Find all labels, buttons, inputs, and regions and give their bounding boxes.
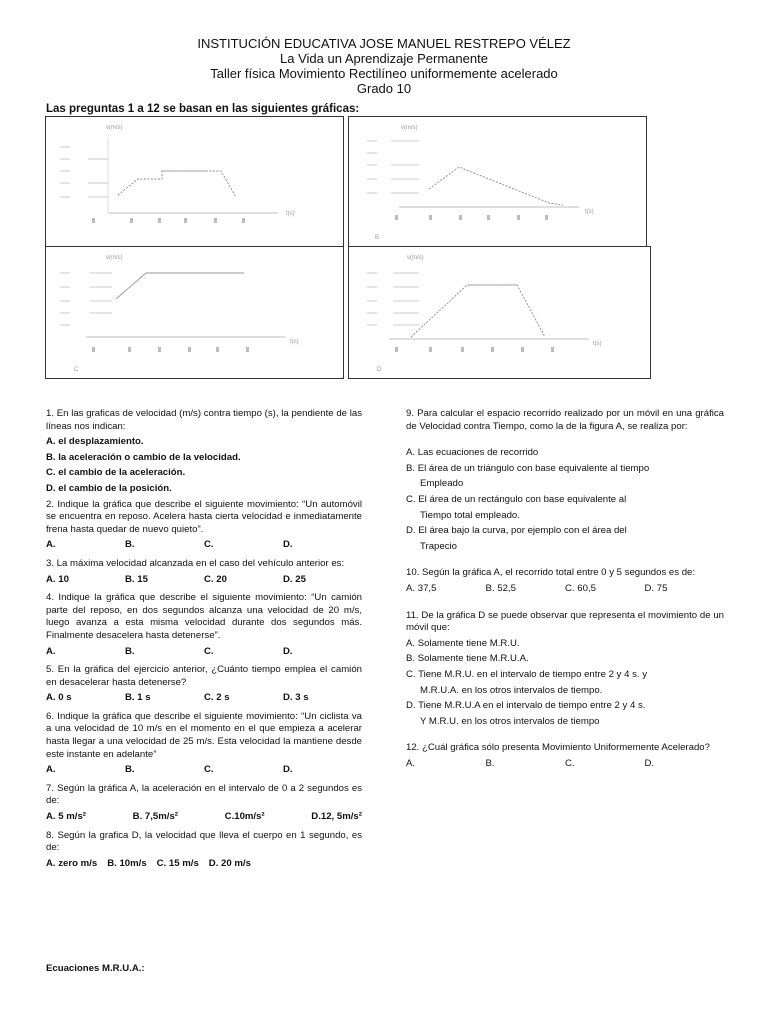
question-9: 9. Para calcular el espacio recorrido realizado por un móvil en una gráfica de Velocidad contra Tiempo, como la de la figura A, se realiza por:	[406, 408, 724, 432]
q5-option-d[interactable]: D. 3 s	[283, 692, 309, 704]
question-2: 2. Indique la gráfica que describe el siguiente movimiento: “Un automóvil se encuentra en reposo. Acelera hasta cierta velocidad e inmediatamente frena hasta quedar de nuevo quieto”.	[46, 498, 362, 535]
q1-option-c[interactable]: C. el cambio de la aceleración.	[46, 467, 186, 479]
q1-option-d[interactable]: D. el cambio de la posición.	[46, 482, 172, 494]
question-7: 7. Según la gráfica A, la aceleración en el intervalo de 0 a 2 segundos es de:	[46, 782, 362, 807]
q12-option-a[interactable]: A.	[406, 757, 416, 769]
q7-options	[46, 811, 362, 824]
question-4: 4. Indique la gráfica que describe el siguiente movimiento: “Un camión parte del reposo, en dos segundos alcanza una velocidad de 20 m/s, luego avanza a esta misma velocidad durante dos segundos más. Finalmente desacelera hasta detenerse”.	[46, 592, 362, 641]
q12-option-c[interactable]: C.	[565, 757, 575, 769]
grade-label: Grado 10	[356, 81, 412, 96]
q2-option-b[interactable]: B.	[125, 539, 135, 551]
svg-text:t(s): t(s)	[286, 211, 295, 217]
q3-option-b[interactable]: B. 15	[125, 573, 148, 585]
q4-option-a[interactable]: A.	[46, 645, 56, 657]
q2-options	[46, 539, 362, 552]
q11-option-d[interactable]: D. Tiene M.R.U.A en el intervalo de tiempo entre 2 y 4 s.	[406, 700, 646, 712]
q8-options	[46, 858, 362, 871]
worksheet-title: Taller física Movimiento Rectilíneo uniformemente acelerado	[210, 66, 558, 81]
q2-option-a[interactable]: A.	[46, 539, 56, 551]
q10-option-a[interactable]: A. 37,5	[406, 582, 437, 594]
q5-options	[46, 692, 362, 705]
q1-option-b[interactable]: B. la aceleración o cambio de la velocidad.	[46, 451, 241, 463]
graph-b	[348, 116, 647, 247]
svg-text:t(s): t(s)	[593, 341, 602, 347]
q11-option-c[interactable]: C. Tiene M.R.U. en el intervalo de tiempo entre 2 y 4 s. y	[406, 668, 648, 680]
q6-options	[46, 764, 362, 777]
svg-text:t(s): t(s)	[585, 209, 594, 215]
q4-option-c[interactable]: C.	[204, 645, 214, 657]
q5-option-b[interactable]: B. 1 s	[125, 692, 151, 704]
svg-text:v(m/s): v(m/s)	[407, 255, 424, 261]
q10-option-b[interactable]: B. 52,5	[485, 582, 516, 594]
q10-option-c[interactable]: C. 60,5	[565, 582, 596, 594]
q9-option-c[interactable]: C. El área de un rectángulo con base equivalente al	[406, 493, 627, 505]
q5-option-a[interactable]: A. 0 s	[46, 692, 72, 704]
question-12: 12. ¿Cuál gráfica sólo presenta Movimiento Uniformemente Acelerado?	[406, 742, 710, 754]
institution-name: INSTITUCIÓN EDUCATIVA JOSE MANUEL RESTREPO VÉLEZ	[197, 36, 571, 51]
intro-text: Las preguntas 1 a 12 se basan en las siguientes gráficas:	[46, 103, 360, 115]
q7-option-d[interactable]: D.12, 5m/s²	[311, 811, 362, 823]
q3-option-d[interactable]: D. 25	[283, 573, 306, 585]
q10-options	[406, 583, 724, 596]
q9-option-b[interactable]: B. El área de un triángulo con base equivalente al tiempo	[406, 462, 650, 474]
q6-option-d[interactable]: D.	[283, 764, 293, 776]
q9-option-d-cont: Trapecio	[420, 540, 457, 552]
q9-option-c-cont: Tiempo total empleado.	[420, 509, 520, 521]
q3-option-c[interactable]: C. 20	[204, 573, 227, 585]
q8-option-c[interactable]: C. 15 m/s	[156, 857, 199, 869]
motto: La Vida un Aprendizaje Permanente	[280, 51, 488, 66]
svg-text:D: D	[377, 367, 382, 373]
svg-text:C: C	[74, 367, 79, 373]
question-3: 3. La máxima velocidad alcanzada en el caso del vehículo anterior es:	[46, 557, 345, 569]
svg-text:B: B	[375, 235, 380, 241]
q5-option-c[interactable]: C. 2 s	[204, 692, 230, 704]
questions-left-column	[46, 408, 362, 876]
question-5: 5. En la gráfica del ejercicio anterior, ¿Cuánto tiempo emplea el camión en desacelerar hasta detenerse?	[46, 664, 362, 688]
q11-option-a[interactable]: A. Solamente tiene M.R.U.	[406, 637, 520, 649]
q12-options	[406, 758, 724, 771]
q8-option-b[interactable]: B. 10m/s	[107, 857, 147, 869]
graph-c	[45, 246, 344, 379]
q8-option-d[interactable]: D. 20 m/s	[208, 857, 251, 869]
svg-text:v(m/s): v(m/s)	[106, 255, 123, 261]
q12-option-b[interactable]: B.	[485, 757, 495, 769]
q4-option-d[interactable]: D.	[283, 645, 293, 657]
graph-c-figure	[46, 247, 343, 378]
equations-heading: Ecuaciones M.R.U.A.:	[46, 963, 145, 974]
q3-option-a[interactable]: A. 10	[46, 573, 69, 585]
q4-options	[46, 646, 362, 659]
graph-a-figure	[46, 117, 343, 246]
q6-option-c[interactable]: C.	[204, 764, 214, 776]
q2-option-d[interactable]: D.	[283, 539, 293, 551]
q2-option-c[interactable]: C.	[204, 539, 214, 551]
q1-option-a[interactable]: A. el desplazamiento.	[46, 436, 144, 448]
q12-option-d[interactable]: D.	[644, 757, 655, 769]
q9-option-b-cont: Empleado	[420, 478, 464, 490]
q11-option-d-cont: Y M.R.U. en los otros intervalos de tiempo	[420, 715, 600, 727]
q7-option-a[interactable]: A. 5 m/s²	[46, 811, 86, 823]
q11-option-b[interactable]: B. Solamente tiene M.R.U.A.	[406, 653, 529, 665]
question-6: 6. Indique la gráfica que describe el siguiente movimiento: “Un ciclista va a una velocidad de 10 m/s en el momento en el que empieza a acelerar hasta llegar a una velocidad de 25 m/s. Esta velocidad la mantiene desde este instante en adelante”	[46, 710, 362, 760]
q3-options	[46, 574, 362, 587]
svg-text:v(m/s): v(m/s)	[106, 125, 123, 131]
graph-d	[348, 246, 651, 379]
question-1: 1. En las graficas de velocidad (m/s) contra tiempo (s), la pendiente de las líneas nos indican:	[46, 408, 362, 432]
svg-text:v(m/s): v(m/s)	[401, 125, 418, 131]
svg-text:t(s): t(s)	[290, 339, 299, 345]
q7-option-c[interactable]: C.10m/s²	[224, 811, 265, 823]
q6-option-a[interactable]: A.	[46, 764, 56, 776]
graph-b-figure	[349, 117, 646, 246]
questions-right-column	[406, 408, 724, 776]
graph-d-figure	[349, 247, 650, 378]
question-8: 8. Según la grafica D, la velocidad que lleva el cuerpo en 1 segundo, es de:	[46, 829, 362, 854]
question-11: 11. De la gráfica D se puede observar que representa el movimiento de un móvil que:	[406, 609, 724, 634]
q11-option-c-cont: M.R.U.A. en los otros intervalos de tiempo.	[420, 684, 603, 696]
q6-option-b[interactable]: B.	[125, 764, 135, 776]
q10-option-d[interactable]: D. 75	[644, 582, 668, 594]
q4-option-b[interactable]: B.	[125, 645, 135, 657]
question-10: 10. Según la gráfica A, el recorrido total entre 0 y 5 segundos es de:	[406, 567, 696, 579]
graph-a	[45, 116, 344, 247]
document-header	[0, 36, 768, 96]
q8-option-a[interactable]: A. zero m/s	[46, 857, 98, 869]
q7-option-b[interactable]: B. 7,5m/s²	[132, 811, 178, 823]
q9-option-d[interactable]: D. El área bajo la curva, por ejemplo con el área del	[406, 525, 627, 537]
q9-option-a[interactable]: A. Las ecuaciones de recorrido	[406, 447, 539, 459]
